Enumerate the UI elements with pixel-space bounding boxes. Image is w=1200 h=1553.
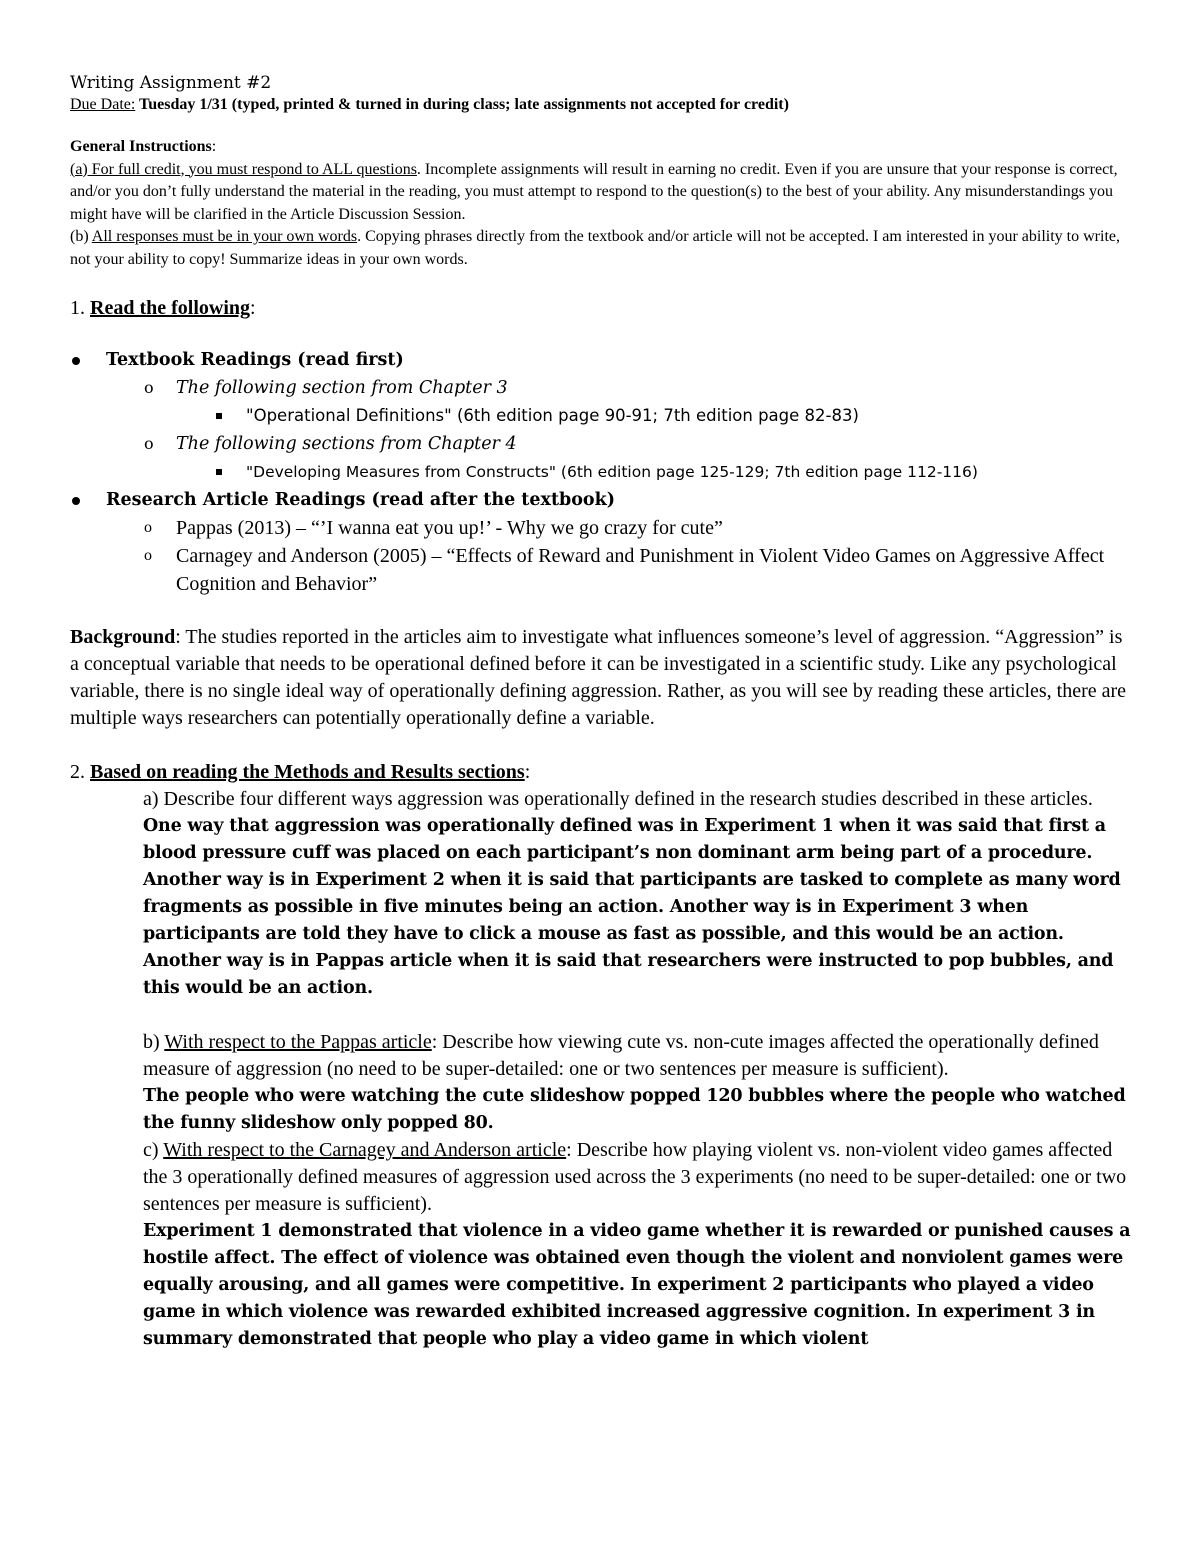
section-1-title: Read the following bbox=[90, 297, 250, 319]
chapter3-section: "Operational Definitions" (6th edition page 90-91; 7th edition page 82-83) bbox=[246, 406, 859, 425]
list-item-chapter4 bbox=[70, 430, 1136, 458]
square-bullet-icon bbox=[216, 413, 222, 419]
instruction-b-underlined: All responses must be in your own words bbox=[91, 228, 358, 245]
background-paragraph bbox=[70, 624, 1136, 732]
question-b-underlined: With respect to the Pappas article bbox=[164, 1031, 432, 1053]
section-2-body bbox=[70, 786, 1136, 1353]
list-item-chapter4-section bbox=[70, 458, 1136, 486]
assignment-title: Writing Assignment #2 bbox=[70, 73, 272, 93]
list-item-chapter3-section bbox=[70, 402, 1136, 430]
question-c: c) With respect to the Carnagey and Anderson article: Describe how playing violent vs. non-violent video games affected the 3 operationally defined measures of aggression used across the 3 experiments (no need to be super-detailed: one or two sentences per measure is sufficient). bbox=[143, 1139, 1127, 1215]
reading-list bbox=[70, 346, 1136, 598]
circle-marker-icon: o bbox=[144, 434, 154, 453]
instruction-a bbox=[70, 159, 1136, 227]
bullet-icon bbox=[72, 497, 80, 505]
document-page bbox=[70, 72, 1136, 1353]
due-date-text: Tuesday 1/31 (typed, printed & turned in during class; late assignments not accepted for credit) bbox=[135, 96, 789, 113]
square-bullet-icon bbox=[216, 469, 222, 475]
background-text: : The studies reported in the articles aim to investigate what influences someone’s level of aggression. “Aggression” is a conceptual variable that needs to be operational defined before it can be investigated in a scientific study. Like any psychological variable, there is no single ideal way of operationally defining aggression. Rather, as you will see by reading these articles, there are multiple ways researchers can potentially operationally define a variable. bbox=[70, 626, 1127, 729]
list-item-research bbox=[70, 486, 1136, 514]
section-1-heading: 1. Read the following: bbox=[70, 297, 256, 319]
list-item-chapter3 bbox=[70, 374, 1136, 402]
chapter3-label: The following section from Chapter 3 bbox=[176, 378, 508, 398]
general-instructions-label: General Instructions bbox=[70, 138, 212, 155]
instruction-b: (b) All responses must be in your own words. Copying phrases directly from the textbook and/or article will not be accepted. I am interested in your ability to write, not your ability to copy! Summarize ideas in your own words. bbox=[70, 228, 1120, 268]
circle-marker-icon: o bbox=[144, 547, 152, 564]
chapter4-label: The following sections from Chapter 4 bbox=[176, 434, 517, 454]
question-a: a) Describe four different ways aggression was operationally defined in the research studies described in these articles. bbox=[143, 788, 1093, 810]
list-item-article-pappas bbox=[70, 514, 1136, 542]
section-2-title: Based on reading the Methods and Results sections bbox=[90, 761, 525, 783]
research-readings-heading: Research Article Readings (read after the textbook) bbox=[106, 490, 616, 510]
chapter4-section: "Developing Measures from Constructs" (6th edition page 125-129; 7th edition page 112-116) bbox=[246, 463, 978, 481]
answer-a: One way that aggression was operationally defined was in Experiment 1 when it was said that first a blood pressure cuff was placed on each participant’s non dominant arm being part of a procedure. Another way is in Experiment 2 when it is said that participants are tasked to complete as many word fragments as possible in five minutes being an action. Another way is in Experiment 3 when participants are told they have to click a mouse as fast as possible, and this would be an action. Another way is in Pappas article when it is said that researchers were instructed to pop bubbles, and this would be an action. bbox=[143, 816, 1121, 998]
article-pappas: Pappas (2013) – “’I wanna eat you up!’ - Why we go crazy for cute” bbox=[176, 517, 723, 539]
general-instructions-heading: General Instructions: bbox=[70, 138, 217, 155]
due-date-line bbox=[70, 94, 1136, 116]
background-label: Background bbox=[70, 626, 176, 648]
section-2-heading: 2. Based on reading the Methods and Results sections: bbox=[70, 761, 531, 783]
instruction-b-text: . Copying phrases directly from the textbook and/or article will not be accepted. I am interested in your ability to write, not your ability to copy! Summarize ideas in your own words. bbox=[70, 228, 1120, 268]
bullet-icon bbox=[72, 357, 80, 365]
list-item-textbook bbox=[70, 346, 1136, 374]
circle-marker-icon: o bbox=[144, 519, 152, 536]
answer-b: The people who were watching the cute slideshow popped 120 bubbles where the people who watched the funny slideshow only popped 80. bbox=[143, 1086, 1126, 1133]
textbook-readings-heading: Textbook Readings (read first) bbox=[106, 350, 404, 370]
instruction-a-underlined: (a) For full credit, you must respond to ALL questions bbox=[70, 160, 417, 178]
due-date-label: Due Date: bbox=[70, 96, 136, 113]
question-b: b) With respect to the Pappas article: Describe how viewing cute vs. non-cute images affected the operationally defined measure of aggression (no need to be super-detailed: one or two sentences per measure is sufficient). bbox=[143, 1031, 1099, 1080]
instruction-a-text: . Incomplete assignments will result in earning no credit. Even if you are unsure that your response is correct, and/or you don’t fully understand the material in the reading, you must attempt to respond to the question(s) to the best of your ability. Any misunderstandings you might have will be clarified in the Article Discussion Session. bbox=[70, 160, 1118, 223]
answer-c: Experiment 1 demonstrated that violence in a video game whether it is rewarded or punished causes a hostile affect. The effect of violence was obtained even though the violent and nonviolent games were equally arousing, and all games were competitive. In experiment 2 participants who played a video game in which violence was rewarded exhibited increased aggressive cognition. In experiment 3 in summary demonstrated that people who play a video game in which violent bbox=[143, 1221, 1131, 1349]
question-c-underlined: With respect to the Carnagey and Anderson article bbox=[163, 1139, 567, 1161]
article-carnagey: Carnagey and Anderson (2005) – “Effects of Reward and Punishment in Violent Video Games on Aggressive Affect Cognition and Behavior” bbox=[176, 545, 1105, 595]
circle-marker-icon: o bbox=[144, 378, 154, 397]
list-item-article-carnagey bbox=[70, 542, 1136, 598]
